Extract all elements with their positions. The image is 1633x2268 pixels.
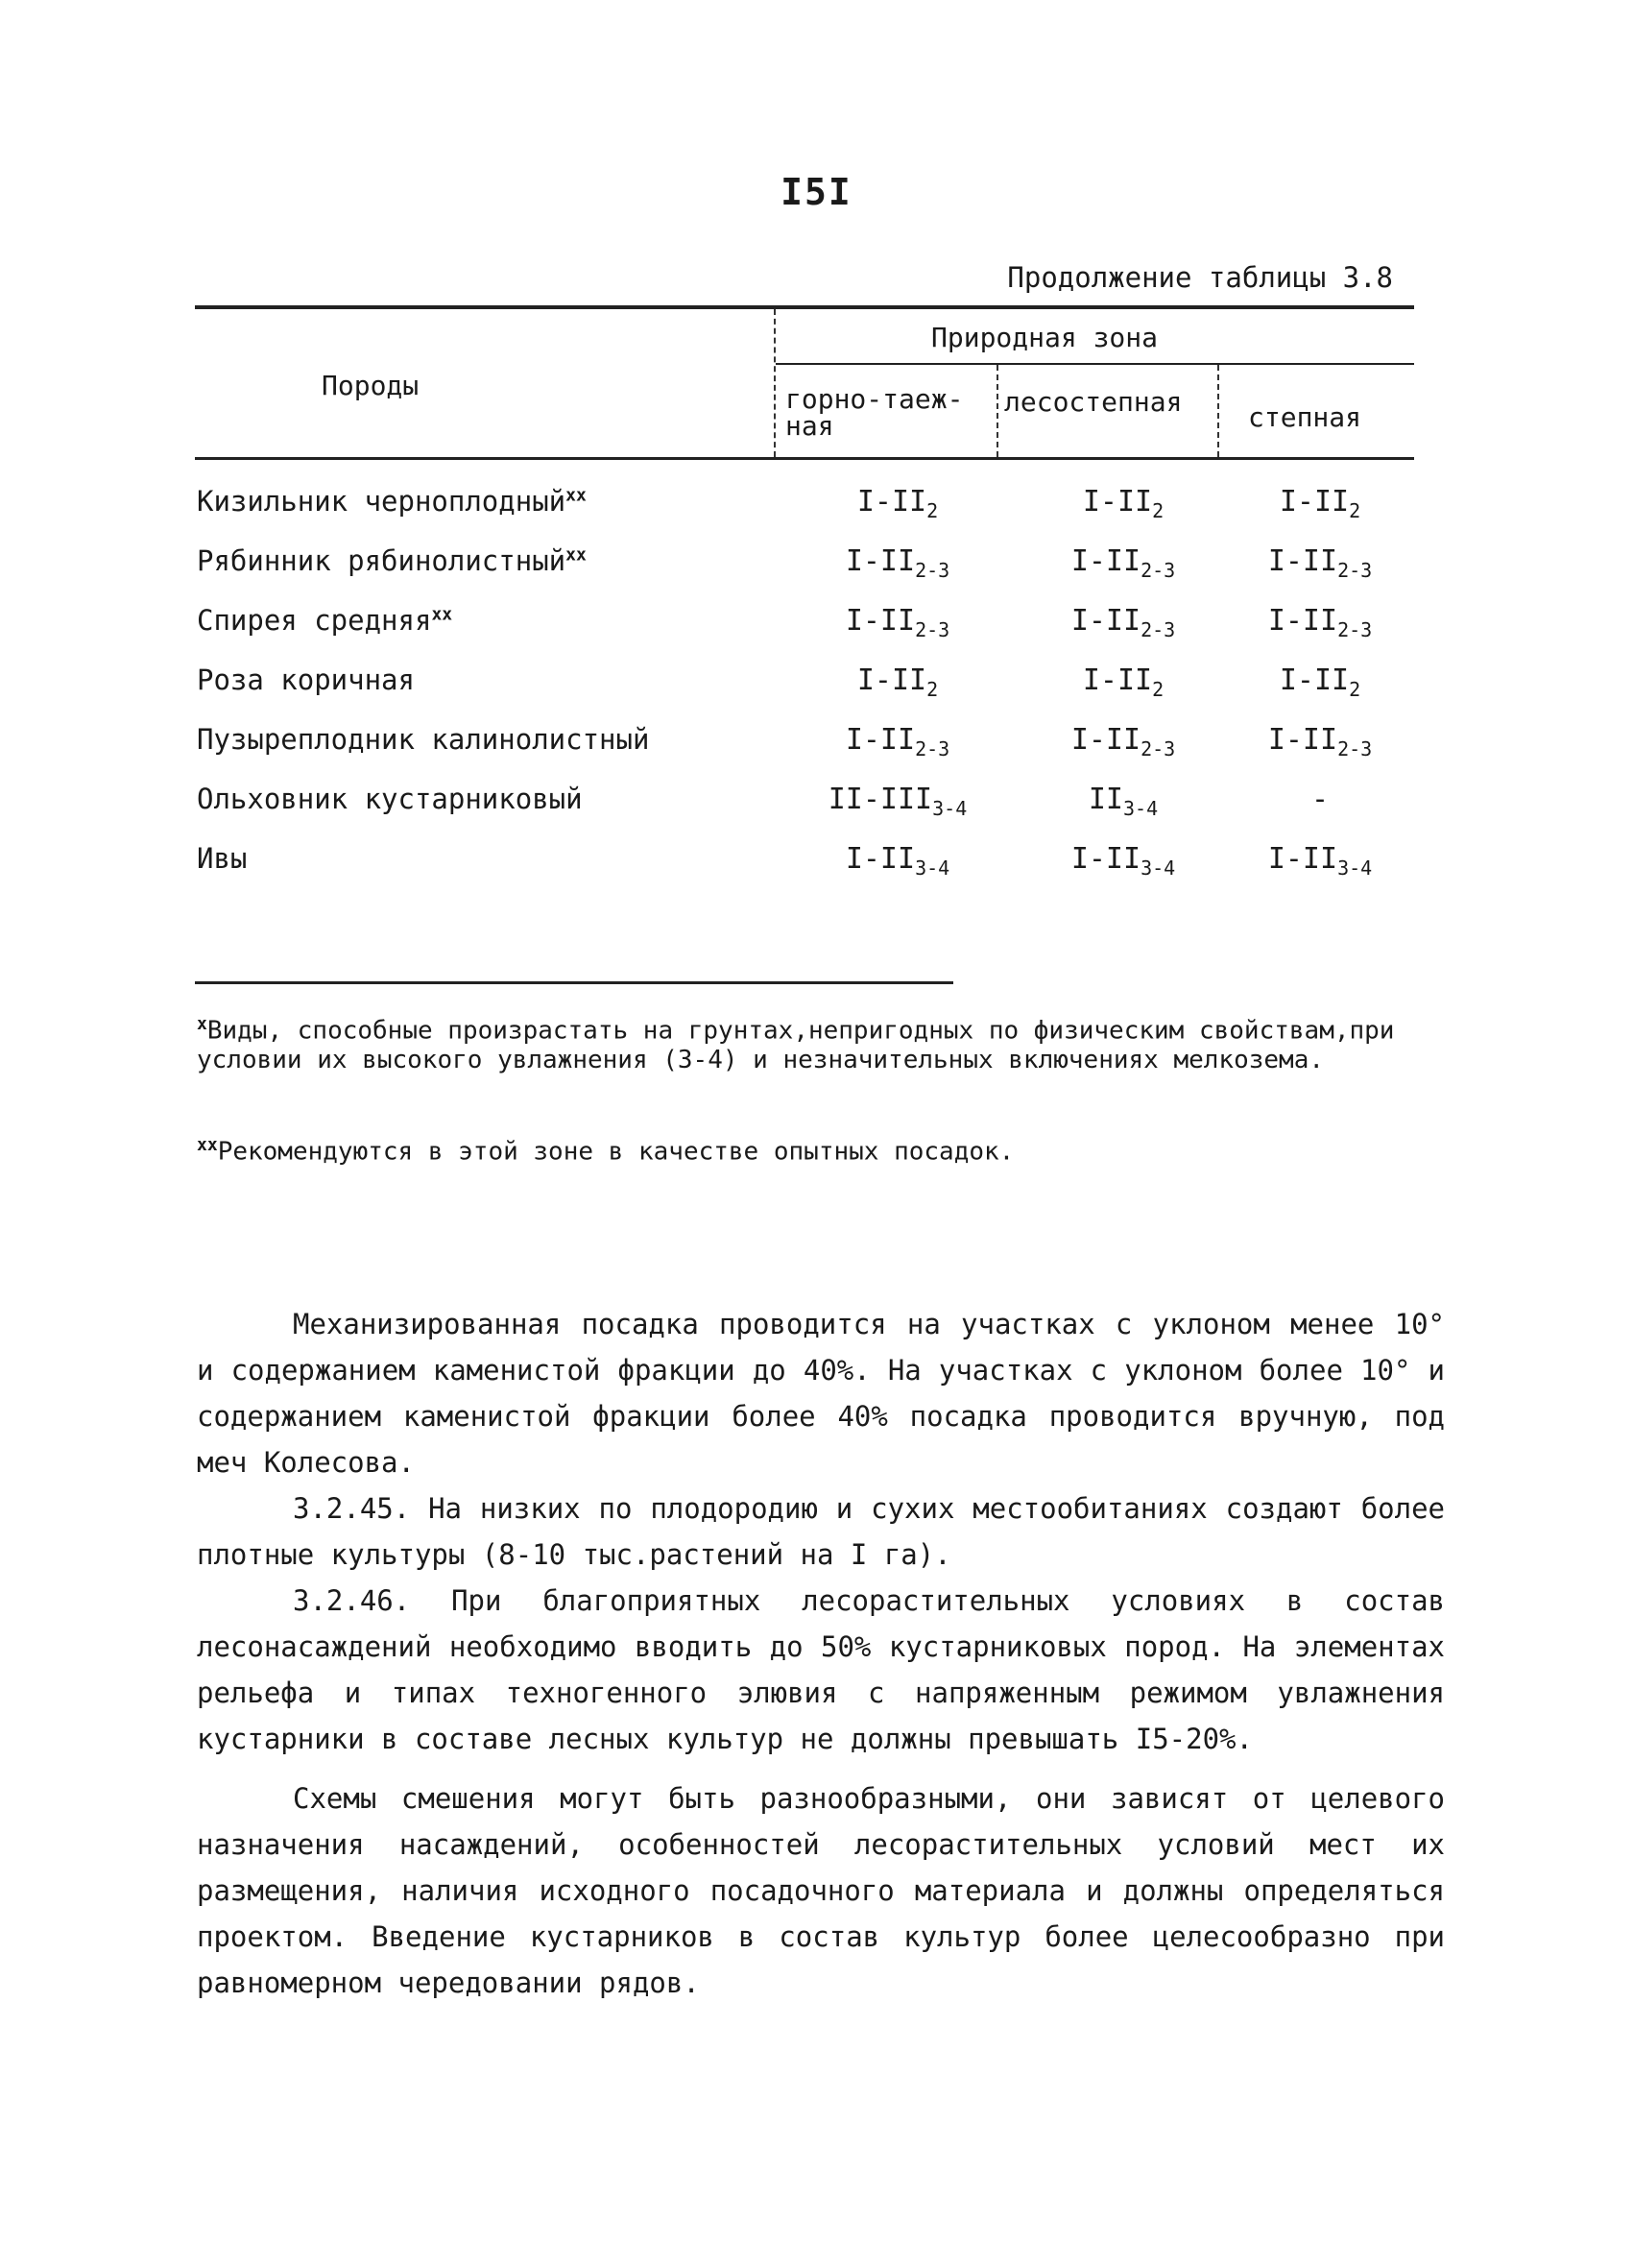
table-divider-species (774, 309, 778, 457)
table-caption: Продолжение таблицы 3.8 (1007, 261, 1393, 294)
table-cell-subscript: 2-3 (915, 559, 950, 582)
table-row-name (197, 485, 587, 518)
table-cell-1 (846, 723, 949, 760)
table-cell-value: - (1310, 783, 1330, 816)
table-cell-3 (1268, 723, 1372, 760)
table-cell-2 (1089, 783, 1158, 820)
table-cell-value: I-II (845, 544, 916, 578)
table-cell-value: II-III (828, 783, 933, 816)
table-row-name (197, 604, 452, 637)
table-cell-3 (1280, 664, 1360, 701)
table-cell-value: I-II (1279, 664, 1350, 697)
table-row-name-text: Роза коричная (197, 664, 415, 696)
table-cell-value: I-II (856, 664, 927, 697)
table-cell-2 (1071, 604, 1175, 641)
table-cell-value: I-II (845, 604, 916, 638)
table-cell-subscript: 2-3 (915, 618, 950, 641)
table-cell-3 (1268, 604, 1372, 641)
table-cell-subscript: 2-3 (1337, 737, 1373, 760)
table-divider-zone-2 (1217, 365, 1221, 457)
table-row-footnote-mark: xx (565, 544, 587, 566)
footnote-1-text: Виды, способные произрастать на грунтах,непригодных по физическим свойствам,при условии их высокого увлажнения (3-4) и незначительных включениях мелкозема. (197, 1016, 1395, 1074)
table-cell-1 (829, 783, 968, 820)
table-cell-subscript: 2-3 (1337, 618, 1373, 641)
table-cell-2 (1071, 842, 1175, 880)
table-cell-value: II (1088, 783, 1123, 816)
page-number: I5I (780, 171, 853, 213)
table-cell-subscript: 2-3 (1141, 737, 1176, 760)
table-cell-subscript: 2 (926, 499, 939, 522)
paragraph-3-2-46: 3.2.46. При благоприятных лесорастительных условиях в состав лесонасаждений необходимо вводить до 50% кустарниковых пород. На элементах рельефа и типах техногенного элювия с напряженным режимом увлажнения кустарники в составе лесных культур не должны превышать I5-20%. (197, 1584, 1445, 1755)
header-species: Породы (322, 370, 420, 401)
table-cell-value: I-II (1070, 544, 1141, 578)
table-header-bottom-rule (195, 457, 1414, 460)
header-zone-mountain-taiga: горно-таеж-ная (785, 383, 964, 442)
header-zone: Природная зона (931, 322, 1159, 353)
table-cell-1 (857, 485, 938, 522)
table-cell-value: I-II (1267, 723, 1338, 757)
table-cell-1 (846, 544, 949, 582)
table-row-name (197, 544, 587, 577)
table-cell-1 (857, 664, 938, 701)
table-cell-value: I-II (1267, 604, 1338, 638)
table-cell-value: I-II (1070, 604, 1141, 638)
table-cell-subscript: 2-3 (1141, 559, 1176, 582)
table-cell-subscript: 2-3 (1337, 559, 1373, 582)
table-row-footnote-mark: xx (565, 485, 587, 506)
table-cell-value: I-II (1070, 842, 1141, 876)
footnote-2-text: Рекомендуются в этой зоне в качестве опытных посадок. (217, 1137, 1015, 1167)
table-cell-value: I-II (845, 723, 916, 757)
table-row-name (197, 723, 649, 756)
table-row-name-text: Ивы (197, 842, 248, 875)
table-cell-subscript: 3-4 (915, 857, 950, 880)
table-cell-subscript: 2 (1349, 678, 1361, 701)
footnote-rule (195, 981, 953, 984)
table-row-name-text: Пузыреплодник калинолистный (197, 723, 650, 756)
table-cell-2 (1083, 664, 1164, 701)
table-cell-value: I-II (1082, 664, 1153, 697)
table-cell-3 (1311, 783, 1329, 816)
table-cell-3 (1268, 842, 1372, 880)
table-divider-zone-1 (997, 365, 1000, 457)
footnote-2-mark: xx (197, 1135, 218, 1155)
table-cell-subscript: 2 (1152, 499, 1165, 522)
table-cell-1 (846, 842, 949, 880)
table-row-name (197, 842, 247, 875)
table-cell-1 (846, 604, 949, 641)
zone-header-rule (776, 363, 1414, 365)
table-row-name-text: Спирея средняя (197, 604, 432, 637)
paragraph-3-2-45: 3.2.45. На низких по плодородию и сухих местообитаниях создают более плотные культуры (8-10 тыс.растений на I га). (197, 1492, 1445, 1571)
table-row-name (197, 664, 415, 696)
table-cell-3 (1280, 485, 1360, 522)
table-row-name (197, 783, 583, 815)
paragraph-planting: Механизированная посадка проводится на участках с уклоном менее 10° и содержанием каменистой фракции до 40%. На участках с уклоном более 10° и содержанием каменистой фракции более 40% посадка проводится вручную, под меч Колесова. (197, 1308, 1445, 1479)
table-row-name-text: Ольховник кустарниковый (197, 783, 583, 815)
table-cell-value: I-II (856, 485, 927, 519)
table-cell-subscript: 2 (1349, 499, 1361, 522)
table-cell-value: I-II (845, 842, 916, 876)
table-cell-2 (1071, 544, 1175, 582)
table-cell-value: I-II (1267, 544, 1338, 578)
body-text (197, 1301, 1445, 2006)
footnote-1 (197, 1010, 1435, 1074)
table-top-rule (195, 305, 1414, 309)
table-row-name-text: Рябинник рябинолистный (197, 544, 566, 577)
table-cell-subscript: 3-4 (1141, 857, 1176, 880)
table-cell-subscript: 3-4 (932, 797, 968, 820)
table-cell-value: I-II (1267, 842, 1338, 876)
table-cell-subscript: 2-3 (1141, 618, 1176, 641)
table-cell-value: I-II (1070, 723, 1141, 757)
table-cell-2 (1071, 723, 1175, 760)
footnote-1-mark: x (197, 1014, 207, 1034)
table-cell-subscript: 2 (926, 678, 939, 701)
header-zone-forest-steppe: лесостепная (1004, 386, 1183, 418)
table-cell-subscript: 2-3 (915, 737, 950, 760)
table-cell-subscript: 3-4 (1123, 797, 1159, 820)
footnote-2 (197, 1131, 1435, 1167)
table-cell-value: I-II (1279, 485, 1350, 519)
table-cell-3 (1268, 544, 1372, 582)
paragraph-mixing-schemes: Схемы смешения могут быть разнообразными, они зависят от целевого назначения насаждений, особенностей лесорастительных условий мест их размещения, наличия исходного посадочного материала и должны определяться проектом. Введение кустарников в состав культур более целесообразно при равномерном чередовании рядов. (197, 1782, 1445, 1999)
table-cell-subscript: 2 (1152, 678, 1165, 701)
header-zone-steppe: степная (1248, 401, 1362, 433)
table-cell-2 (1083, 485, 1164, 522)
table-cell-value: I-II (1082, 485, 1153, 519)
table-row-name-text: Кизильник черноплодный (197, 485, 566, 518)
table-row-footnote-mark: xx (431, 604, 453, 625)
table-cell-subscript: 3-4 (1337, 857, 1373, 880)
